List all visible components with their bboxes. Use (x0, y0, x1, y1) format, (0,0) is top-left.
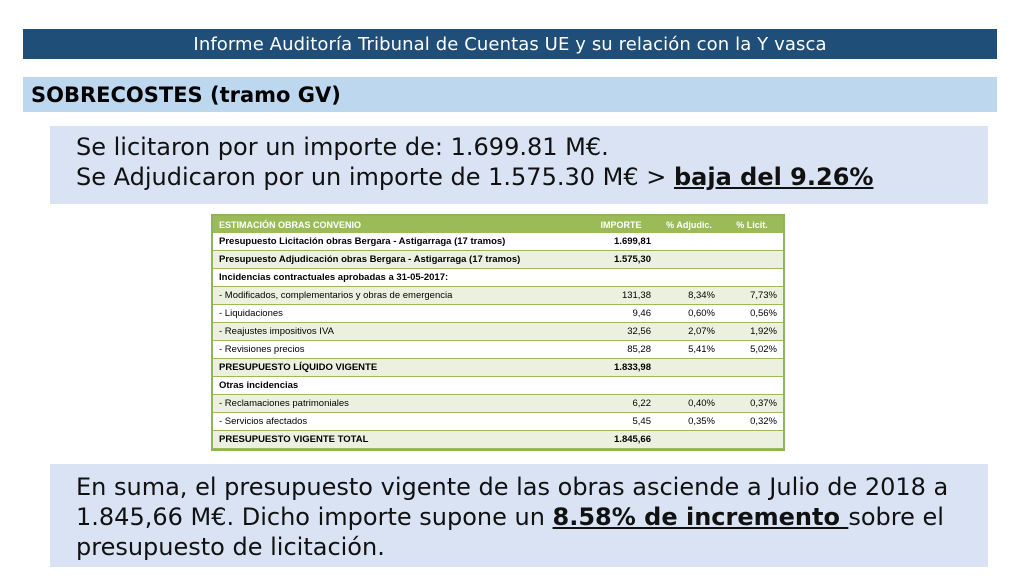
header-title: Informe Auditoría Tribunal de Cuentas UE y su relación con la Y vasca (193, 33, 827, 55)
table-row (213, 341, 783, 359)
row-pct-adjudic (657, 251, 721, 269)
row-label: - Modificados, complementarios y obras de emergencia (213, 287, 585, 305)
table-row (213, 413, 783, 431)
row-pct-adjudic: 2,07% (657, 323, 721, 341)
intro-line-2-prefix: Se Adjudicaron por un importe de 1.575.30 M€ > (76, 163, 674, 191)
summary-line-2-suffix: sobre el (848, 503, 944, 531)
summary-line-2 (76, 502, 974, 532)
table-body (213, 233, 783, 449)
intro-emphasis: baja del 9.26% (673, 163, 874, 191)
row-pct-adjudic (657, 233, 721, 251)
row-importe: 1.845,66 (585, 431, 657, 449)
row-pct-adjudic: 5,41% (657, 341, 721, 359)
row-label: - Servicios afectados (213, 413, 585, 431)
row-importe: 85,28 (585, 341, 657, 359)
row-label: - Reajustes impositivos IVA (213, 323, 585, 341)
header-pct-adjudic: % Adjudic. (657, 216, 721, 233)
row-pct-adjudic: 0,60% (657, 305, 721, 323)
row-importe (585, 269, 657, 287)
budget-table-container (211, 214, 785, 451)
row-importe: 32,56 (585, 323, 657, 341)
row-label: PRESUPUESTO VIGENTE TOTAL (213, 431, 585, 449)
table-row (213, 287, 783, 305)
row-pct-licit (721, 431, 783, 449)
row-label: - Revisiones precios (213, 341, 585, 359)
row-pct-licit: 0,56% (721, 305, 783, 323)
row-label: Presupuesto Adjudicación obras Bergara - Astigarraga (17 tramos) (213, 251, 585, 269)
summary-line-2-prefix: 1.845,66 M€. Dicho importe supone un (76, 503, 553, 531)
budget-table (213, 216, 783, 449)
row-pct-adjudic (657, 269, 721, 287)
row-pct-adjudic (657, 431, 721, 449)
row-pct-adjudic (657, 377, 721, 395)
header-pct-licit: % Licit. (721, 216, 783, 233)
row-pct-licit (721, 251, 783, 269)
row-pct-adjudic (657, 359, 721, 377)
row-label: PRESUPUESTO LÍQUIDO VIGENTE (213, 359, 585, 377)
intro-line-2 (76, 162, 988, 192)
row-importe: 1.575,30 (585, 251, 657, 269)
table-row (213, 359, 783, 377)
slide-header (23, 29, 997, 59)
row-pct-licit (721, 377, 783, 395)
summary-emphasis: 8.58% de incremento (552, 503, 849, 531)
row-pct-adjudic: 8,34% (657, 287, 721, 305)
table-row (213, 251, 783, 269)
row-label: - Liquidaciones (213, 305, 585, 323)
row-pct-licit (721, 269, 783, 287)
row-importe: 131,38 (585, 287, 657, 305)
header-estimacion: ESTIMACIÓN OBRAS CONVENIO (213, 216, 585, 233)
table-row (213, 323, 783, 341)
row-pct-licit (721, 233, 783, 251)
intro-line-1: Se licitaron por un importe de: 1.699.81 M€. (76, 133, 609, 161)
section-title-text: SOBRECOSTES (tramo GV) (31, 82, 341, 107)
row-label: Incidencias contractuales aprobadas a 31-05-2017: (213, 269, 585, 287)
row-importe (585, 377, 657, 395)
table-row (213, 305, 783, 323)
row-label: Presupuesto Licitación obras Bergara - Astigarraga (17 tramos) (213, 233, 585, 251)
row-importe: 5,45 (585, 413, 657, 431)
table-row (213, 269, 783, 287)
row-importe: 1.833,98 (585, 359, 657, 377)
table-row (213, 233, 783, 251)
row-pct-licit: 0,37% (721, 395, 783, 413)
row-pct-adjudic: 0,35% (657, 413, 721, 431)
row-pct-licit: 7,73% (721, 287, 783, 305)
summary-box (50, 464, 988, 567)
row-pct-adjudic: 0,40% (657, 395, 721, 413)
table-row (213, 395, 783, 413)
summary-line-1: En suma, el presupuesto vigente de las obras asciende a Julio de 2018 a (76, 473, 949, 501)
row-pct-licit (721, 359, 783, 377)
row-importe: 6,22 (585, 395, 657, 413)
header-importe: IMPORTE (585, 216, 657, 233)
table-header-row (213, 216, 783, 233)
row-importe: 9,46 (585, 305, 657, 323)
row-label: - Reclamaciones patrimoniales (213, 395, 585, 413)
intro-box (50, 126, 988, 204)
table-row (213, 377, 783, 395)
row-pct-licit: 1,92% (721, 323, 783, 341)
row-pct-licit: 5,02% (721, 341, 783, 359)
table-row (213, 431, 783, 449)
section-title (23, 77, 997, 112)
summary-line-3: presupuesto de licitación. (76, 533, 385, 561)
row-importe: 1.699,81 (585, 233, 657, 251)
row-label: Otras incidencias (213, 377, 585, 395)
row-pct-licit: 0,32% (721, 413, 783, 431)
